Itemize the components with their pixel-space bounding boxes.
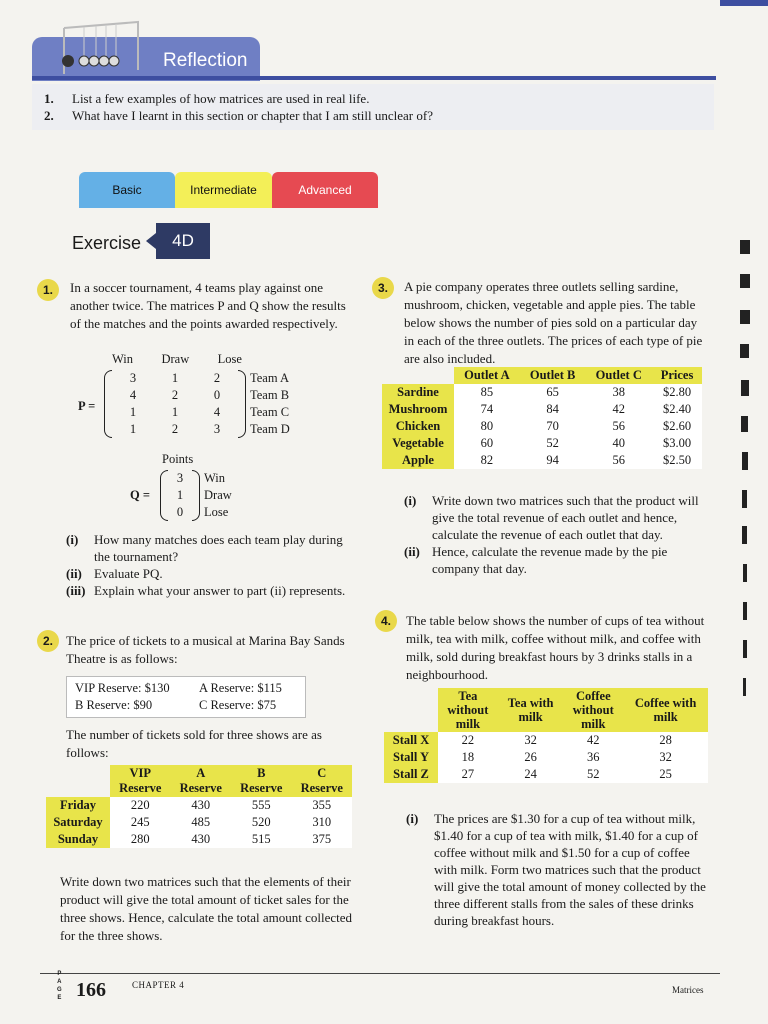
team-label: Team B <box>250 388 290 402</box>
column-header: Coffee without milk <box>563 688 623 732</box>
top-accent-bar <box>720 0 768 6</box>
question-3-text: A pie company operates three outlets selling sardine, mushroom, chicken, vegetable and apple pies. The table below shows the number of pies sold on a particular day in each of the three outlets. The prices of each type of pie are also included. <box>404 279 703 366</box>
exercise-arrow-icon <box>146 233 156 249</box>
table-row: Friday 220 430 555 355 <box>46 797 352 814</box>
reflection-question-1: 1. List a few examples of how matrices are used in real life. <box>44 91 370 106</box>
footer-divider <box>40 973 720 974</box>
table-row: Sunday 280 430 515 375 <box>46 831 352 848</box>
table-row: Saturday 245 485 520 310 <box>46 814 352 831</box>
matrix-p <box>104 370 290 438</box>
column-header: Outlet A <box>454 367 520 384</box>
matrix-p-headers: Win Draw Lose <box>112 352 242 366</box>
column-header: Coffee with milk <box>623 688 708 732</box>
matrix-q: 3 1 0 Win Draw Lose <box>160 470 232 521</box>
pie-sales-table <box>382 367 702 469</box>
question-2-text: The price of tickets to a musical at Marina Bay Sands Theatre is as follows: <box>66 633 345 666</box>
table-row: Stall X 22 32 42 28 <box>384 732 708 749</box>
question-4-number: 4. <box>375 610 397 632</box>
question-3-number: 3. <box>372 277 394 299</box>
matrix-p-name: P = <box>78 399 96 413</box>
matrix-p-row: 1 1 4 <box>129 405 221 419</box>
team-label: Team D <box>250 422 290 436</box>
team-label: Team C <box>250 405 290 419</box>
page-letters: P A G E <box>57 971 62 1001</box>
page-number: 166 <box>76 979 106 1001</box>
drinks-sales-table <box>384 688 708 783</box>
column-header: Prices <box>652 367 702 384</box>
tab-advanced[interactable]: Advanced <box>272 172 378 208</box>
matrix-q-name: Q = <box>130 488 150 502</box>
question-1-parts: (i) How many matches does each team play during the tournament? (ii) Evaluate PQ. (iii) Explain what your answer to part (ii) represents. <box>66 532 346 598</box>
question-2-text-3: Write down two matrices such that the elements of their product will give the total amount of ticket sales for the three shows. Hence, calculate the total amount collected for the three shows. <box>60 874 353 943</box>
topic-label: Matrices <box>672 985 704 995</box>
question-2-number: 2. <box>37 630 59 652</box>
page-edge-markers <box>738 230 752 710</box>
matrix-q-header: Points <box>162 452 194 466</box>
question-4-parts: (i) The prices are $1.30 for a cup of tea without milk, $1.40 for a cup of tea with milk, $1.40 for a cup of coffee without milk and $1.50 for a cup of coffee with milk. Form two matrices such that the product will give the total amount of money collected by the three different stalls from the sales of these drinks during breakfast hours. <box>406 811 706 928</box>
column-header: A Reserve <box>171 765 232 797</box>
ticket-sales-table <box>46 765 352 848</box>
column-header: Outlet C <box>585 367 652 384</box>
table-row: Apple 82 94 56 $2.50 <box>382 452 702 469</box>
question-1-text: In a soccer tournament, 4 teams play against one another twice. The matrices P and Q show the results of the matches and the points awarded respectively. <box>70 280 346 331</box>
tab-intermediate[interactable]: Intermediate <box>175 172 272 208</box>
question-1-number: 1. <box>37 279 59 301</box>
newtons-cradle-icon <box>54 18 144 76</box>
table-row: Sardine 85 65 38 $2.80 <box>382 384 702 401</box>
matrix-p-row: 3 1 2 <box>129 371 221 385</box>
table-row: Chicken 80 70 56 $2.60 <box>382 418 702 435</box>
team-label: Team A <box>250 371 290 385</box>
column-header: C Reserve <box>292 765 353 797</box>
question-3-parts: (i) Write down two matrices such that the product will give the total revenue of each outlet and hence, calculate the revenue of each outlet that day. (ii) Hence, calculate the revenue made by the pie company that day. <box>404 493 699 576</box>
column-header: Outlet B <box>520 367 586 384</box>
column-header: VIP Reserve <box>110 765 171 797</box>
tab-basic[interactable]: Basic <box>79 172 175 208</box>
table-row: Vegetable 60 52 40 $3.00 <box>382 435 702 452</box>
chapter-label: CHAPTER 4 <box>132 980 185 990</box>
exercise-label: Exercise <box>72 233 142 253</box>
exercise-badge: 4D <box>156 223 210 259</box>
reflection-title: Reflection <box>163 50 248 71</box>
question-2-text-2: The number of tickets sold for three shows are as follows: <box>66 727 322 760</box>
column-header: Tea without milk <box>438 688 498 732</box>
ticket-price-box: VIP Reserve: $130 A Reserve: $115 B Reserve: $90 C Reserve: $75 <box>66 676 306 718</box>
table-row: Stall Z 27 24 52 25 <box>384 766 708 783</box>
matrix-p-row: 4 2 0 <box>129 388 221 402</box>
column-header: Tea with milk <box>498 688 564 732</box>
question-4-text: The table below shows the number of cups of tea without milk, tea with milk, coffee without milk, and coffee with milk, sold during breakfast hours by 3 drinks stalls in a neighbourhood. <box>406 613 705 682</box>
reflection-divider <box>32 76 716 80</box>
matrix-p-row: 1 2 3 <box>129 422 221 436</box>
reflection-question-2: 2. What have I learnt in this section or chapter that I am still unclear of? <box>44 108 433 123</box>
column-header: B Reserve <box>231 765 292 797</box>
table-row: Mushroom 74 84 42 $2.40 <box>382 401 702 418</box>
table-row: Stall Y 18 26 36 32 <box>384 749 708 766</box>
